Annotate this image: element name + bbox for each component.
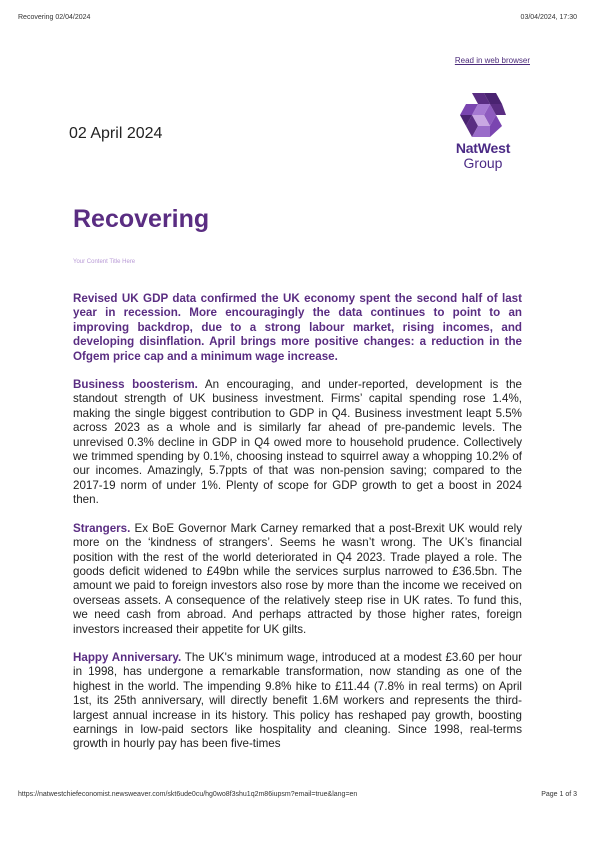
print-footer-url: https://natwestchiefeconomist.newsweaver.com/skt6ude0cu/hg0wo8f3shu1q2m86iupsm?email=true&lang=en [18, 791, 358, 798]
section-happy-anniversary [73, 651, 522, 752]
section-business-boosterism [73, 378, 522, 508]
print-header-timestamp: 03/04/2024, 17:30 [520, 14, 577, 21]
natwest-cube-icon [458, 93, 508, 137]
lead-paragraph: Revised UK GDP data confirmed the UK economy spent the second half of last year in recession. More encouragingly the data continues to point to an improving backdrop, due to a strong labour market, rising incomes, and developing disinflation. April brings more positive changes: a reduction in the Ofgem price cap and a minimum wage increase. [73, 292, 522, 363]
print-footer-page-number: Page 1 of 3 [541, 791, 577, 798]
section-heading: Business boosterism. [73, 378, 198, 392]
article-body [73, 292, 522, 778]
read-in-browser-link[interactable]: Read in web browser [454, 56, 530, 65]
issue-date: 02 April 2024 [69, 125, 163, 142]
section-text: An encouraging, and under-reported, development is the standout strength of UK business investment. Firms’ capital spending rose 1.4%, making the single biggest contribution to GDP in Q4. Business investment leapt 5.5% across 2023 as a whole and is similarly far ahead of pre-pandemic levels. The unrevised 0.3% decline in GDP in Q4 owed more to household prudence. Collectively we trimmed spending by 0.1%, choosing instead to squirrel away a whopping 10.2% of our incomes. Amazingly, 5.7ppts of that was non-pension saving; compared to the 2017-19 norm of under 1%. Plenty of scope for GDP growth to get a boost in 2024 then. [73, 378, 522, 507]
page-title: Recovering [73, 205, 210, 233]
logo-wordmark-natwest: NatWest [455, 140, 511, 156]
content-subtitle: Your Content Title Here [73, 259, 136, 265]
section-heading: Happy Anniversary. [73, 650, 182, 664]
natwest-group-logo [453, 93, 513, 170]
section-text: Ex BoE Governor Mark Carney remarked that a post-Brexit UK would rely more on the ‘kindness of strangers’. Seems he wasn’t wrong. The UK’s financial position with the rest of the world deteriorated in Q4 2023. Trade played a role. The goods deficit widened to £49bn while the services surplus narrowed to £36.5bn. The amount we paid to foreign investors also rose by more than the income we received on overseas assets. A consequence of the relatively steep rise in UK rates. To fund this, we need cash from abroad. And perhaps attracted by those higher rates, foreign investors increased their appetite for UK gilts. [73, 521, 522, 636]
section-text: The UK's minimum wage, introduced at a modest £3.60 per hour in 1998, has undergone a remarkable transformation, now standing as one of the highest in the world. The impending 9.8% hike to £11.44 (7.8% in real terms) on April 1st, its 25th anniversary, will directly benefit 1.6M workers and represents the third-largest annual increase in its history. This policy has reshaped pay growth, boosting earnings in low-paid sectors like hospitality and cleaning. Since 1998, real-terms growth in hourly pay has been five-times [73, 650, 522, 751]
print-header [18, 14, 577, 21]
section-strangers [73, 522, 522, 637]
section-heading: Strangers. [73, 521, 131, 535]
print-footer [18, 791, 577, 798]
print-header-title: Recovering 02/04/2024 [18, 14, 91, 21]
logo-wordmark-group: Group [463, 155, 503, 171]
article-viewport [73, 292, 522, 778]
